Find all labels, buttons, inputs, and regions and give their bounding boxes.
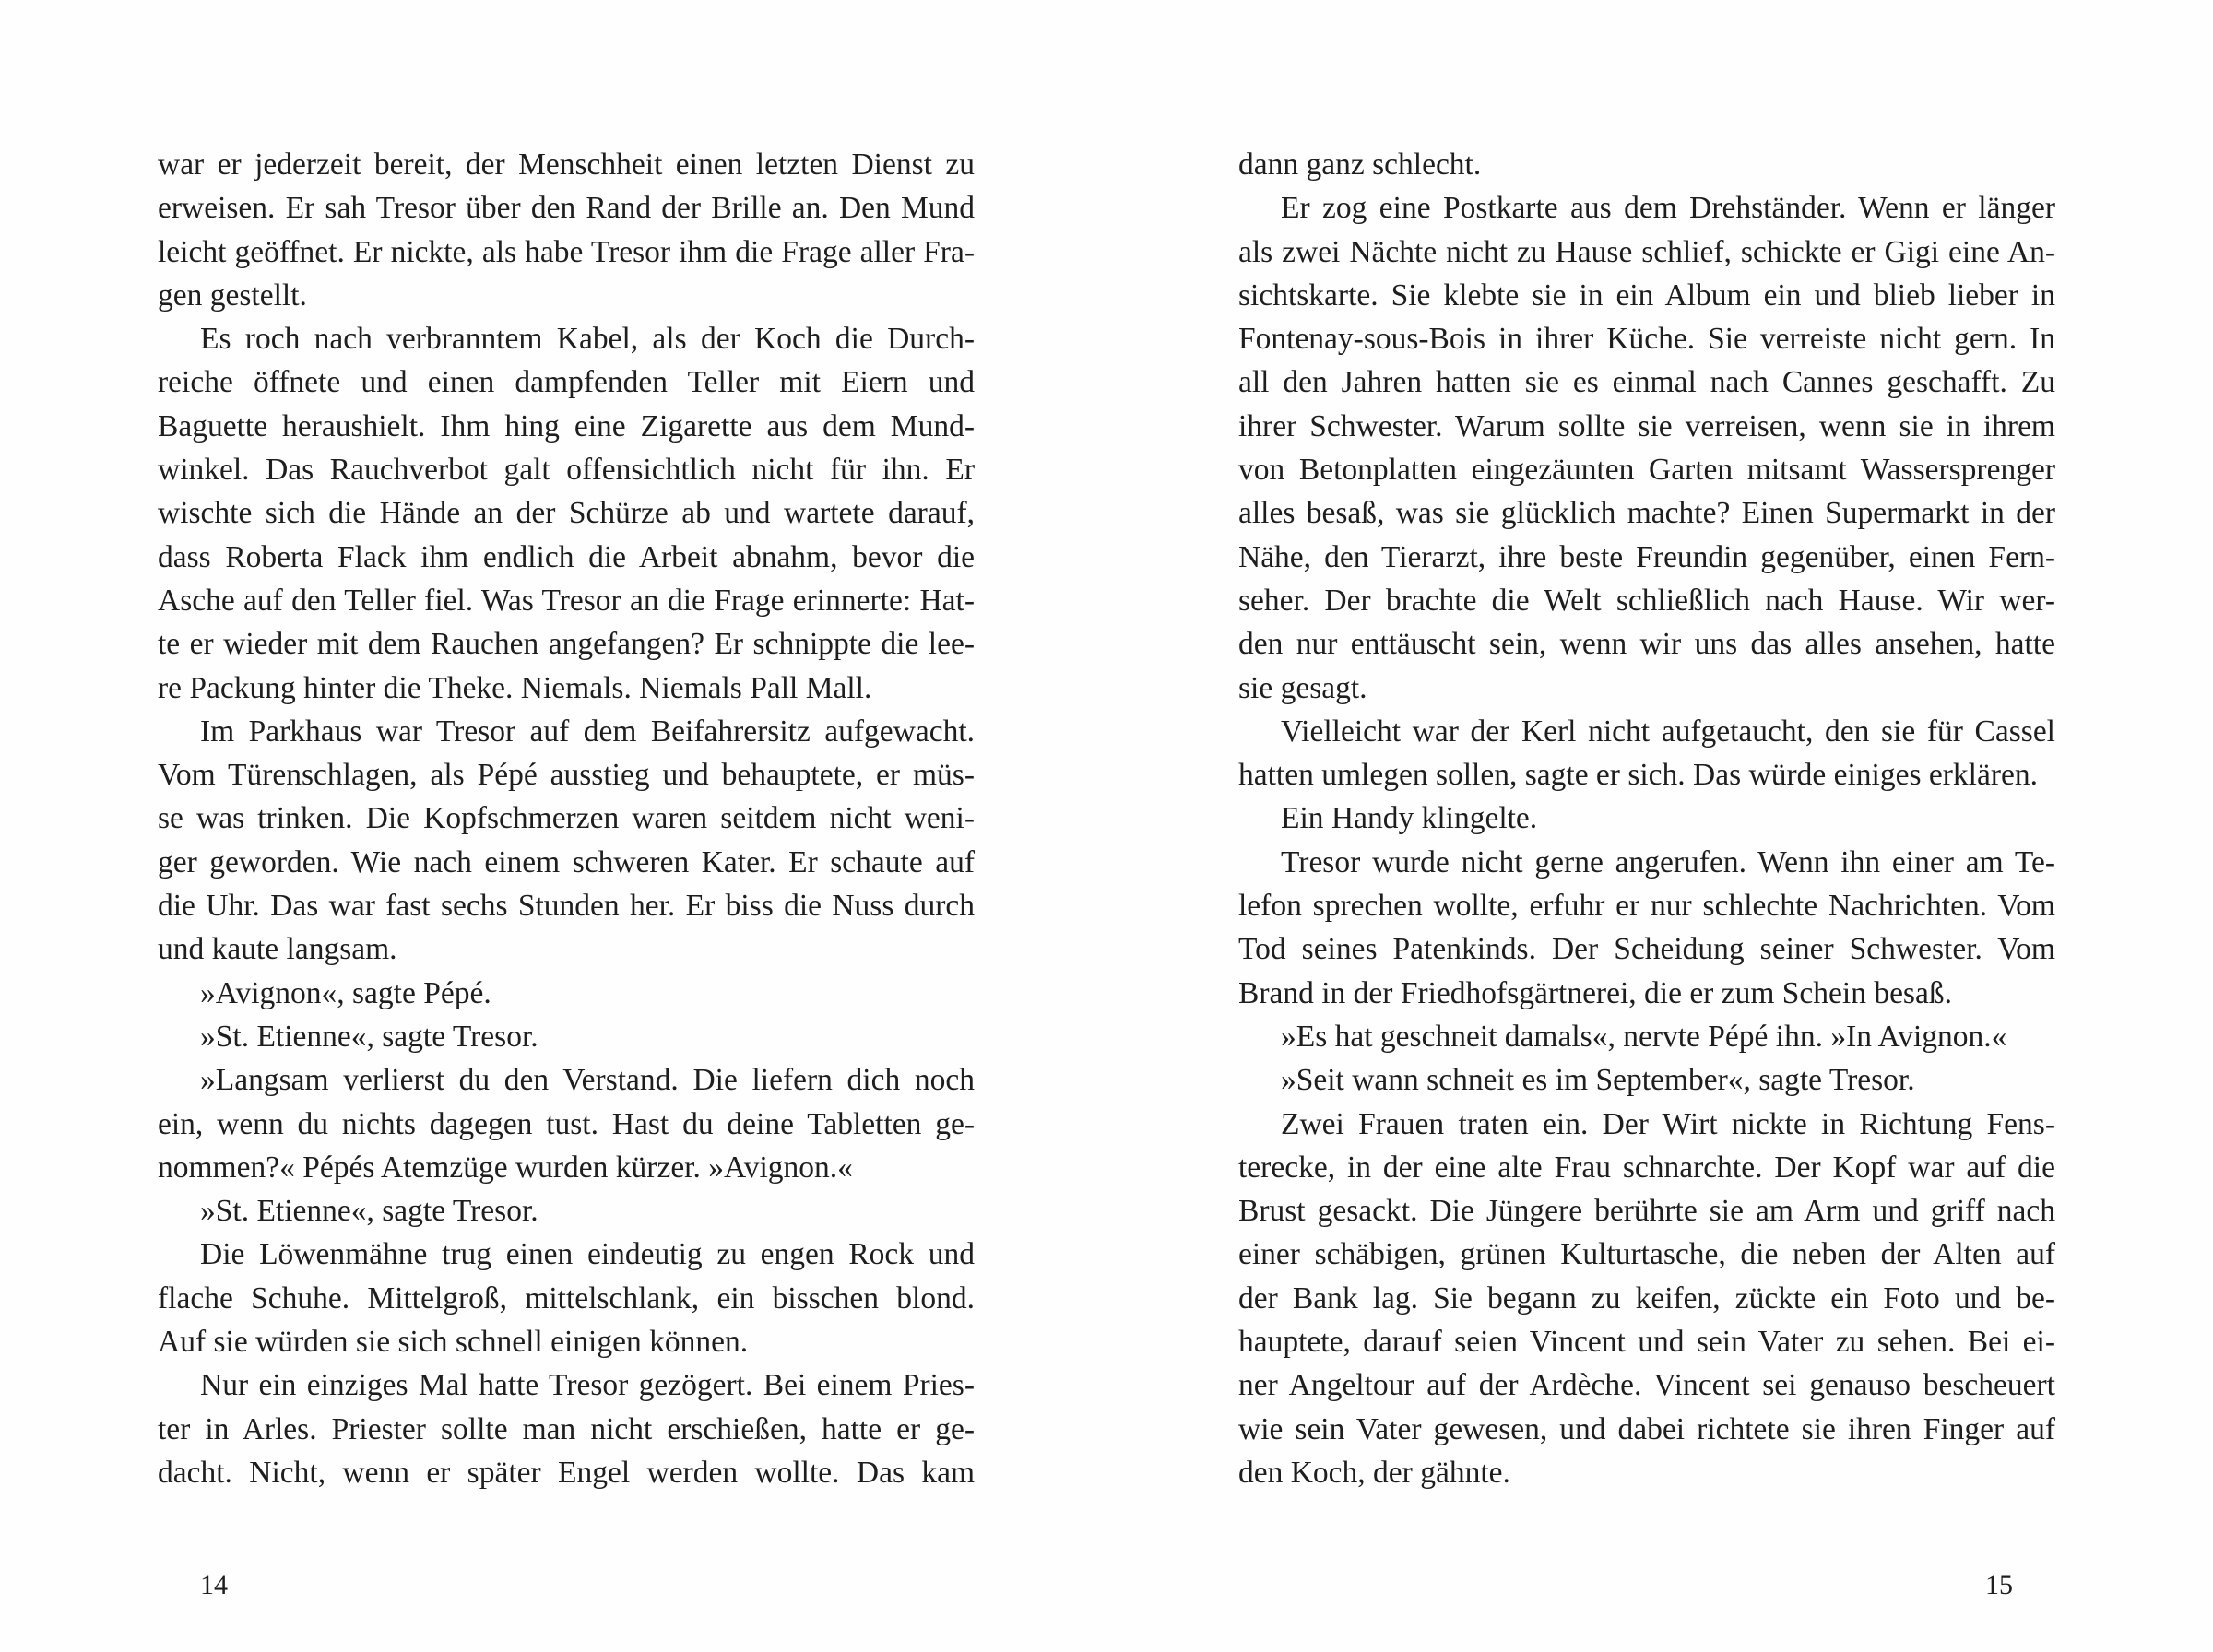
text-line: Ein Handy klingelte.	[1281, 801, 1538, 836]
text-line: ein, wenn du nichts dagegen tust. Hast du deine Tabletten ge-	[158, 1106, 975, 1141]
page-number-right: 15	[1985, 1570, 2013, 1600]
text-line: als zwei Nächte nicht zu Hause schlief, schickte er Gigi eine An-	[1238, 234, 2055, 269]
text-line: ihrer Schwester. Warum sollte sie verreisen, wenn sie in ihrem	[1238, 408, 2055, 443]
text-line: Er zog eine Postkarte aus dem Drehständer. Wenn er länger	[1281, 191, 2055, 226]
text-line: all den Jahren hatten sie es einmal nach Cannes geschafft. Zu	[1238, 365, 2055, 400]
text-line: Asche auf den Teller fiel. Was Tresor an die Frage erinnerte: Hat-	[158, 583, 975, 618]
text-line: leicht geöffnet. Er nickte, als habe Tresor ihm die Frage aller Fra-	[158, 234, 975, 269]
text-line: sie gesagt.	[1238, 670, 1367, 705]
text-line: Vielleicht war der Kerl nicht aufgetaucht, den sie für Cassel	[1281, 714, 2055, 749]
text-line: Brand in der Friedhofsgärtnerei, die er zum Schein besaß.	[1238, 975, 1952, 1010]
text-line: ner Angeltour auf der Ardèche. Vincent sei genauso bescheuert	[1238, 1368, 2055, 1403]
text-line: ger geworden. Wie nach einem schweren Kater. Er schaute auf	[158, 844, 975, 879]
text-line: alles besaß, was sie glücklich machte? Einen Supermarkt in der	[1238, 496, 2055, 531]
text-line: von Betonplatten eingezäunten Garten mitsamt Wassersprenger	[1238, 453, 2055, 488]
text-line: Es roch nach verbranntem Kabel, als der Koch die Durch-	[200, 322, 975, 357]
text-line: lefon sprechen wollte, erfuhr er nur schlechte Nachrichten. Vom	[1238, 889, 2055, 924]
text-line: »St. Etienne«, sagte Tresor.	[200, 1019, 538, 1054]
text-line: hatten umlegen sollen, sagte er sich. Das würde einiges erklären.	[1238, 758, 2038, 793]
text-line: wie sein Vater gewesen, und dabei richtete sie ihren Finger auf	[1238, 1411, 2055, 1446]
left-page-text	[158, 143, 975, 1494]
text-line: »Avignon«, sagte Pépé.	[200, 975, 491, 1010]
text-line: dass Roberta Flack ihm endlich die Arbeit abnahm, bevor die	[158, 539, 975, 574]
text-line: Tresor wurde nicht gerne angerufen. Wenn ihn einer am Te-	[1281, 844, 2055, 879]
text-line: einer schäbigen, grünen Kulturtasche, die neben der Alten auf	[1238, 1237, 2055, 1272]
text-line: Zwei Frauen traten ein. Der Wirt nickte in Richtung Fens-	[1281, 1106, 2055, 1141]
text-line: Nähe, den Tierarzt, ihre beste Freundin gegenüber, einen Fern-	[1238, 539, 2055, 574]
text-line: Im Parkhaus war Tresor auf dem Beifahrersitz aufgewacht.	[200, 714, 975, 749]
text-line: Nur ein einziges Mal hatte Tresor gezögert. Bei einem Pries-	[200, 1368, 975, 1403]
text-line: dann ganz schlecht.	[1238, 148, 1482, 182]
text-line: winkel. Das Rauchverbot galt offensichtlich nicht für ihn. Er	[158, 453, 975, 488]
text-line: Die Löwenmähne trug einen eindeutig zu engen Rock und	[200, 1237, 975, 1272]
text-line: den Koch, der gähnte.	[1238, 1455, 1510, 1490]
left-page	[0, 0, 1106, 1652]
text-line: der Bank lag. Sie begann zu keifen, zückte ein Foto und be-	[1238, 1280, 2055, 1316]
text-line: und kaute langsam.	[158, 932, 397, 967]
right-page	[1106, 0, 2213, 1652]
text-line: Fontenay-sous-Bois in ihrer Küche. Sie verreiste nicht gern. In	[1238, 322, 2055, 357]
text-line: terecke, in der eine alte Frau schnarchte. Der Kopf war auf die	[1238, 1150, 2055, 1185]
text-line: Baguette heraushielt. Ihm hing eine Zigarette aus dem Mund-	[158, 408, 975, 443]
text-line: »Langsam verlierst du den Verstand. Die liefern dich noch	[200, 1063, 975, 1098]
text-line: reiche öffnete und einen dampfenden Teller mit Eiern und	[158, 365, 975, 400]
text-line: sichtskarte. Sie klebte sie in ein Album ein und blieb lieber in	[1238, 277, 2055, 313]
text-line: nommen?« Pépés Atemzüge wurden kürzer. »Avignon.«	[158, 1150, 853, 1185]
right-page-text	[1238, 143, 2055, 1494]
text-line: Auf sie würden sie sich schnell einigen können.	[158, 1325, 749, 1360]
text-line: »Seit wann schneit es im September«, sagte Tresor.	[1281, 1063, 1915, 1098]
text-line: wischte sich die Hände an der Schürze ab und wartete darauf,	[158, 496, 975, 531]
text-line: den nur enttäuscht sein, wenn wir uns das alles ansehen, hatte	[1238, 627, 2055, 662]
text-line: »St. Etienne«, sagte Tresor.	[200, 1194, 538, 1229]
text-line: te er wieder mit dem Rauchen angefangen? Er schnippte die lee-	[158, 627, 975, 662]
text-line: hauptete, darauf seien Vincent und sein Vater zu sehen. Bei ei-	[1238, 1325, 2055, 1360]
text-line: dacht. Nicht, wenn er später Engel werden wollte. Das kam	[158, 1455, 975, 1490]
text-line: gen gestellt.	[158, 277, 307, 313]
text-line: erweisen. Er sah Tresor über den Rand der Brille an. Den Mund	[158, 191, 975, 226]
text-line: ter in Arles. Priester sollte man nicht erschießen, hatte er ge-	[158, 1411, 975, 1446]
text-line: »Es hat geschneit damals«, nervte Pépé ihn. »In Avignon.«	[1281, 1019, 2007, 1054]
text-line: Brust gesackt. Die Jüngere berührte sie am Arm und griff nach	[1238, 1194, 2055, 1229]
text-line: Tod seines Patenkinds. Der Scheidung seiner Schwester. Vom	[1238, 932, 2055, 967]
text-line: die Uhr. Das war fast sechs Stunden her. Er biss die Nuss durch	[158, 889, 975, 924]
text-line: se was trinken. Die Kopfschmerzen waren seitdem nicht weni-	[158, 801, 975, 836]
text-line: re Packung hinter die Theke. Niemals. Niemals Pall Mall.	[158, 670, 872, 705]
text-line: flache Schuhe. Mittelgroß, mittelschlank, ein bisschen blond.	[158, 1280, 975, 1316]
text-line: war er jederzeit bereit, der Menschheit einen letzten Dienst zu	[158, 148, 975, 182]
text-line: seher. Der brachte die Welt schließlich nach Hause. Wir wer-	[1238, 583, 2055, 618]
text-line: Vom Türenschlagen, als Pépé ausstieg und behauptete, er müs-	[158, 758, 975, 793]
page-number-left: 14	[200, 1570, 228, 1600]
